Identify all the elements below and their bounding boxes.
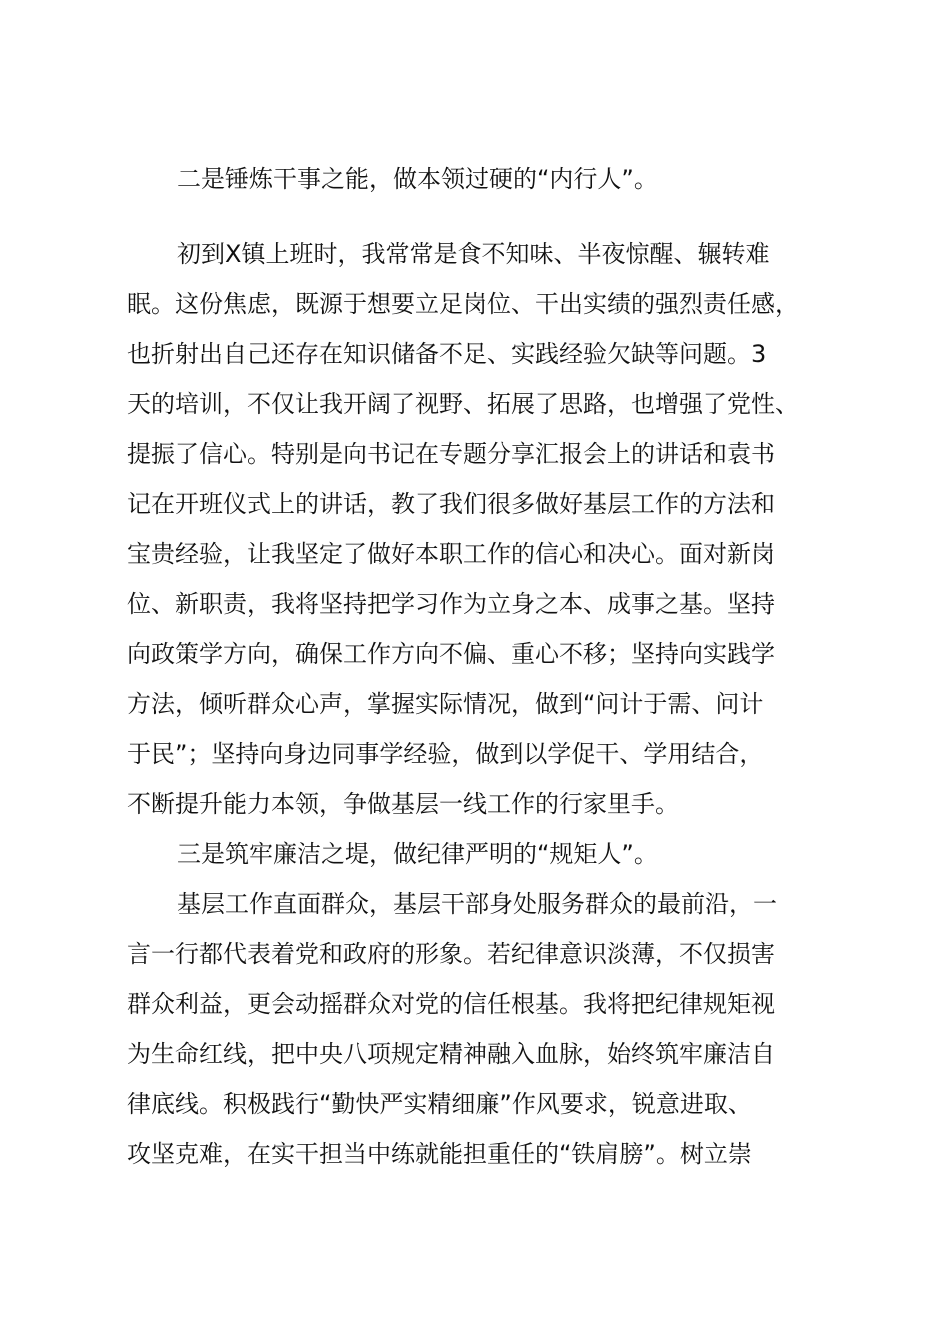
paragraph-line: 言一行都代表着党和政府的形象。若纪律意识淡薄，不仅损害: [127, 940, 775, 968]
paragraph-line: 基层工作直面群众，基层干部身处服务群众的最前沿，一: [177, 890, 777, 918]
paragraph-line: 方法，倾听群众心声，掌握实际情况，做到“问计于需、问计: [127, 690, 764, 718]
paragraph-line: 初到X镇上班时，我常常是食不知味、半夜惊醒、辗转难: [177, 240, 770, 268]
paragraph-line: 记在开班仪式上的讲话，教了我们很多做好基层工作的方法和: [127, 490, 775, 518]
paragraph-line: 提振了信心。特别是向书记在专题分享汇报会上的讲话和袁书: [127, 440, 775, 468]
paragraph-line: 天的培训，不仅让我开阔了视野、拓展了思路，也增强了党性、: [127, 390, 799, 418]
section-heading-2: 二是锤炼干事之能，做本领过硬的“内行人”。: [177, 165, 658, 193]
paragraph-line: 位、新职责，我将坚持把学习作为立身之本、成事之基。坚持: [127, 590, 775, 618]
paragraph-line: 向政策学方向，确保工作方向不偏、重心不移；坚持向实践学: [127, 640, 775, 668]
section-heading-3: 三是筑牢廉洁之堤，做纪律严明的“规矩人”。: [177, 840, 658, 868]
paragraph-line: 律底线。积极践行“勤快严实精细廉”作风要求，锐意进取、: [127, 1090, 752, 1118]
paragraph-line: 眠。这份焦虑，既源于想要立足岗位、干出实绩的强烈责任感，: [127, 290, 799, 318]
paragraph-line: 群众利益，更会动摇群众对党的信任根基。我将把纪律规矩视: [127, 990, 775, 1018]
paragraph-line: 不断提升能力本领，争做基层一线工作的行家里手。: [127, 790, 679, 818]
paragraph-line: 攻坚克难，在实干担当中练就能担重任的“铁肩膀”。树立崇: [127, 1140, 752, 1168]
paragraph-line: 为生命红线，把中央八项规定精神融入血脉，始终筑牢廉洁自: [127, 1040, 775, 1068]
paragraph-line: 于民”；坚持向身边同事学经验，做到以学促干、学用结合，: [127, 740, 764, 768]
paragraph-line: 也折射出自己还存在知识储备不足、实践经验欠缺等问题。3: [127, 340, 767, 368]
paragraph-line: 宝贵经验，让我坚定了做好本职工作的信心和决心。面对新岗: [127, 540, 775, 568]
